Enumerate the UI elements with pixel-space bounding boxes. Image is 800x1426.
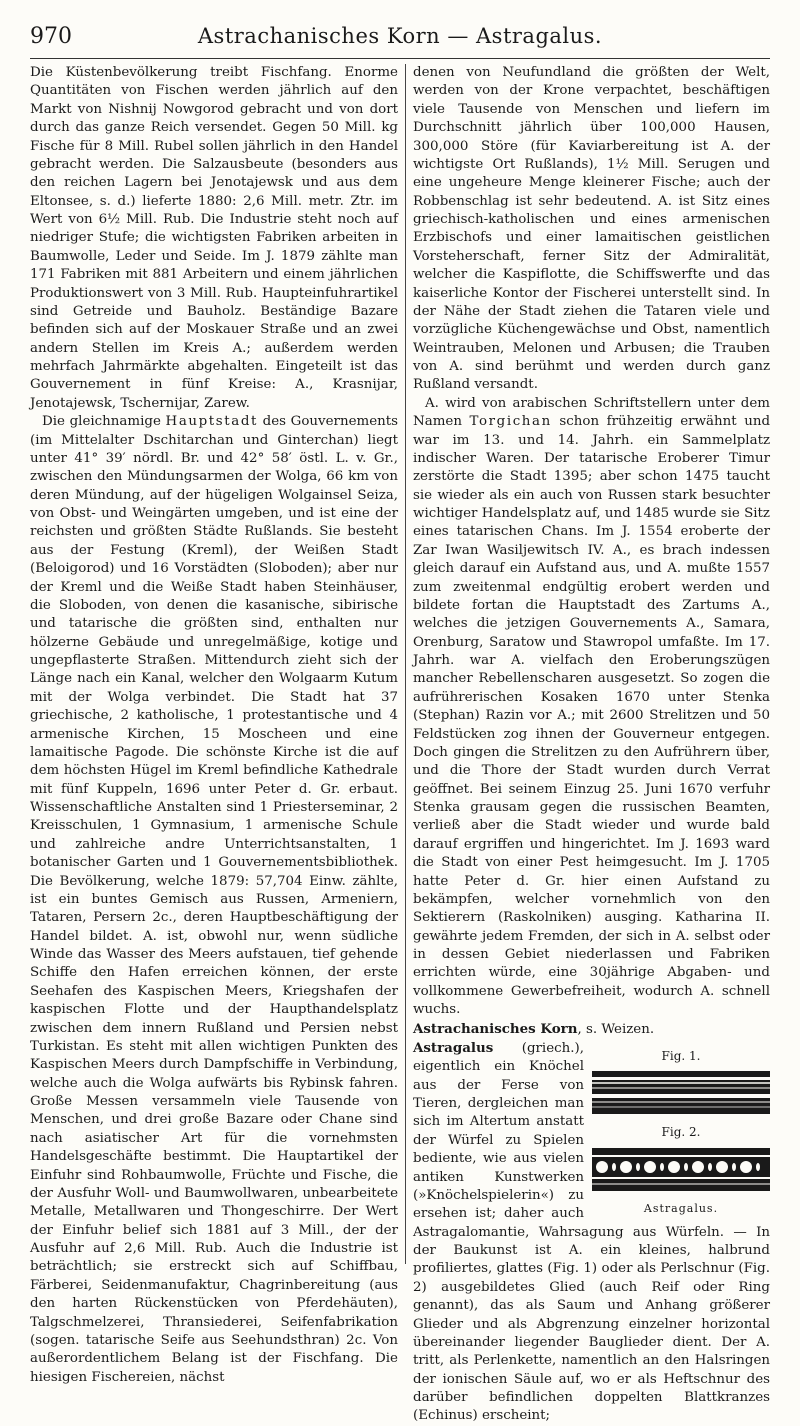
fig1-plain-astragal-illustration [592, 1069, 770, 1117]
spaced-term: Torgichan [469, 414, 552, 430]
entry-text: (griech.), eigentlich ein Knöchel aus der Ferse von Tieren, dergleichen man sich im Altertum anstatt der Würfel zu Spielen bediente, wie aus vielen antiken Kunstwerken (»Knöchelspielerin«) zu ersehen ist; daher auch Astragalomantie, Wahrsagung aus Würfeln. — In der Baukunst ist A. ein kleines, halbrund profiliertes, glattes (Fig. 1) oder als Perlschnur (Fig. 2) ausgebildetes Glied (auch Reif oder Ring genannt), das als Saum und Anhang größerer Glieder und als Abgrenzung einzelner horizontal übereinander liegender Bauglieder dient. Der A. tritt, als Perlenkette, namentlich an den Halsringen der ionischen Säule auf, wo er als Heftschnur des darüber befindlichen doppelten Blattkranzes (Echinus) erscheint; [413, 1040, 770, 1424]
astragalus-figure [592, 1047, 770, 1218]
text-segment: A. wird von arabischen Schriftstellern unter dem Namen [413, 395, 770, 430]
paragraph-fishery: Die Küstenbevölkerung treibt Fischfang. Enorme Quantitäten von Fischen werden jährlich auf den Markt von Nishnij Nowgorod gebracht und von dort durch das ganze Reich versendet. Gegen 50 Mill. kg Fische für 8 Mill. Rubel sollen jährlich in den Handel gebracht werden. Die Salzausbeute (besonders aus den reichen Lagern bei Jenotajewsk und aus dem Eltonsee, s. d.) lieferte 1880: 2,6 Mill. metr. Ztr. im Wert von 6½ Mill. Rub. Die Industrie steht noch auf niedriger Stufe; die wichtigsten Fabriken arbeiten in Baumwolle, Leder und Seide. Im J. 1879 zählte man 171 Fabriken mit 881 Arbeitern und einem jährlichen Produktionswert von 3 Mill. Rub. Haupteinfuhrartikel sind Getreide und Bauholz. Beständige Bazare befinden sich auf der Moskauer Straße und an zwei andern Stellen im Kreis A.; außerdem werden mehrfach Jahrmärkte abgehalten. Eingeteilt ist das Gouvernement in fünf Kreise: A., Krasnijar, Jenotajewsk, Tschernijar, Zarew. [30, 65, 398, 411]
page-number: 970 [30, 24, 72, 49]
entry-astrachanisches-korn [413, 1020, 770, 1039]
entry-headword: Astragalus [413, 1039, 494, 1056]
entry-headword: Astrachanisches Korn [413, 1020, 578, 1037]
text-segment: Die gleichnamige [42, 414, 166, 430]
text-segment: schon frühzeitig erwähnt und war im 13. und 14. Jahrh. ein Sammelplatz indischer Waren. Der tatarische Eroberer Timur zerstörte die Stadt 1395; aber schon 1475 taucht sie wieder als ein auch von Russen stark besuchter wichtiger Handelsplatz auf, und 1485 wurde sie Sitz eines tatarischen Chans. Im J. 1554 eroberte der Zar Iwan Wasiljewitsch IV. A., es brach indessen gleich darauf ein Aufstand aus, und A. mußte 1557 zum zweitenmal endgültig erobert werden und bildete fortan die Hauptstadt des Zartums A., welches die jetzigen Gouvernements A., Samara, Orenburg, Saratow und Stawropol umfaßte. Im 17. Jahrh. war A. vielfach den Eroberungszügen mancher Rebellenscharen ausgesetzt. So zogen die aufrührerischen Kosaken 1670 unter Stenka (Stephan) Razin vor A.; mit 2600 Strelitzen und 50 Feldstücken zog ihnen der Gouverneur entgegen. Doch gingen die Strelitzen zu den Aufrührern über, und die Thore der Stadt wurden durch Verrat geöffnet. Bei seinem Einzug 25. Juni 1670 verfuhr Stenka grausam gegen die russischen Beamten, verließ aber die Stadt wieder und wurde bald darauf ergriffen und hingerichtet. Im J. 1693 ward die Stadt von einer Pest heimgesucht. Im J. 1705 hatte Peter d. Gr. hier einen Aufstand zu bekämpfen, welcher vornehmlich von den Sektierern (Raskolniken) ausging. Katharina II. gewährte jedem Fremden, der sich in A. selbst oder in dessen Gebiet niederlassen und Fabriken errichten würde, eine 30jährige Abgaben- und vollkommene Gewerbefreiheit, wodurch A. schnell wuchs. [413, 414, 771, 1018]
fig1-label: Fig. 1. [661, 1048, 701, 1063]
paragraph-fisheries-continued: denen von Neufundland die größten der Welt, werden von der Krone verpachtet, beschäftigen viele Tausende von Menschen und liefern im Durchschnitt jährlich über 100,000 Hausen, 300,000 Störe (für Kaviarbereitung ist A. der wichtigste Ort Rußlands), 1½ Mill. Serugen und eine ungeheure Menge kleinerer Fische; auch der Robbenschlag ist sehr bedeutend. A. ist Sitz eines griechisch-katholischen und eines armenischen Erzbischofs und einer lamaitischen geistlichen Vorsteherschaft, ferner Sitz der Admiralität, welcher die Kaspiflotte, die Schiffswerfte und das kaiserliche Kontor der Fischerei unterstellt sind. In der Nähe der Stadt ziehen die Tataren viele und vorzügliche Küchengewächse und Obst, namentlich Weintrauben, Melonen und Arbusen; die Trauben von A. sind berühmt und werden durch ganz Rußland versandt. [413, 65, 770, 393]
spaced-term: Hauptstadt [165, 414, 258, 430]
right-column [413, 64, 770, 1426]
paragraph-history [413, 395, 770, 1020]
running-title: Astrachanisches Korn — Astragalus. [197, 24, 603, 48]
left-column [30, 64, 398, 1387]
page-header [30, 20, 770, 54]
fig2-beaded-astragal-illustration [592, 1148, 770, 1194]
figure-caption: Astragalus. [643, 1201, 719, 1215]
column-divider [405, 64, 406, 1264]
text-segment: des Gouvernements (im Mittelalter Dschitarchan und Ginterchan) liegt unter 41° 39′ nördl. Br. und 42° 58′ östl. L. v. Gr., zwischen den Mündungsarmen der Wolga, 66 km von deren Mündung, auf der hügeligen Wolgainsel Seiza, von Obst- und Weingärten umgeben, und ist eine der reichsten und größten Städte Rußlands. Sie besteht aus der Festung (Kreml), der Weißen Stadt (Beloigorod) und 16 Vorstädten (Sloboden); aber nur der Kreml und die Weiße Stadt haben Steinhäuser, die Sloboden, von denen die kasanische, sibirische und tatarische die größten sind, enthalten nur hölzerne Gebäude und unregelmäßige, kotige und ungepflasterte Straßen. Mittendurch zieht sich der Länge nach ein Kanal, welcher den Wolgaarm Kutum mit der Wolga verbindet. Die Stadt hat 37 griechische, 2 katholische, 1 protestantische und 4 armenische Kirchen, 15 Moscheen und eine lamaitische Pagode. Die schönste Kirche ist die auf dem höchsten Hügel im Kreml befindliche Kathedrale mit fünf Kuppeln, 1696 unter Peter d. Gr. erbaut. Wissenschaftliche Anstalten sind 1 Priesterseminar, 2 Kreisschulen, 1 Gymnasium, 1 armenische Schule und zahlreiche andre Unterrichtsanstalten, 1 botanischer Garten und 1 Gouvernementsbibliothek. Die Bevölkerung, welche 1879: 57,704 Einw. zählte, ist ein buntes Gemisch aus Russen, Armeniern, Tataren, Persern 2c., deren Hauptbeschäftigung der Handel bildet. A. ist, obwohl nur, wenn südliche Winde das Wasser des Meers aufstauen, tief gehende Schiffe den Hafen erreichen können, der erste Seehafen des Kaspischen Meers, Kriegshafen der kaspischen Flotte und der Haupthandelsplatz zwischen dem innern Rußland und Persien nebst Turkistan. Es steht mit allen wichtigen Punkten des Kaspischen Meers durch Dampfschiffe in Verbindung, welche auch die Wolga aufwärts bis Rybinsk fahren. Große Messen versammeln viele Tausende von Menschen, und drei große Bazare oder Chane sind nach asiatischer Art für die vornehmsten Handelsgeschäfte bestimmt. Die Hauptartikel der Einfuhr sind Rohbaumwolle, Früchte und Fische, die der Ausfuhr Woll- und Baumwollwaren, unbearbeitete Metalle, Metallwaren und Thongeschirre. Der Wert der Einfuhr belief sich 1881 auf 3 Mill., der der Ausfuhr auf 2,6 Mill. Rub. Auch die Industrie ist beträchtlich; sie erstreckt sich auf Schiffbau, Färberei, Seidenmanufaktur, Chagrinbereitung (aus den harten Rückenstücken von Pferdehäuten), Talgschmelzerei, Thransiederei, Seifenfabrikation (sogen. tatarische Seife aus Seehundsthran) 2c. Von außerordentlichem Belang ist der Fischfang. Die hiesigen Fischereien, nächst [30, 414, 398, 1385]
fig2-label: Fig. 2. [661, 1125, 701, 1140]
entry-astragalus [413, 1039, 770, 1426]
header-rule [30, 58, 770, 59]
paragraph-capital [30, 413, 398, 1387]
entry-text: , s. Weizen. [577, 1021, 655, 1037]
